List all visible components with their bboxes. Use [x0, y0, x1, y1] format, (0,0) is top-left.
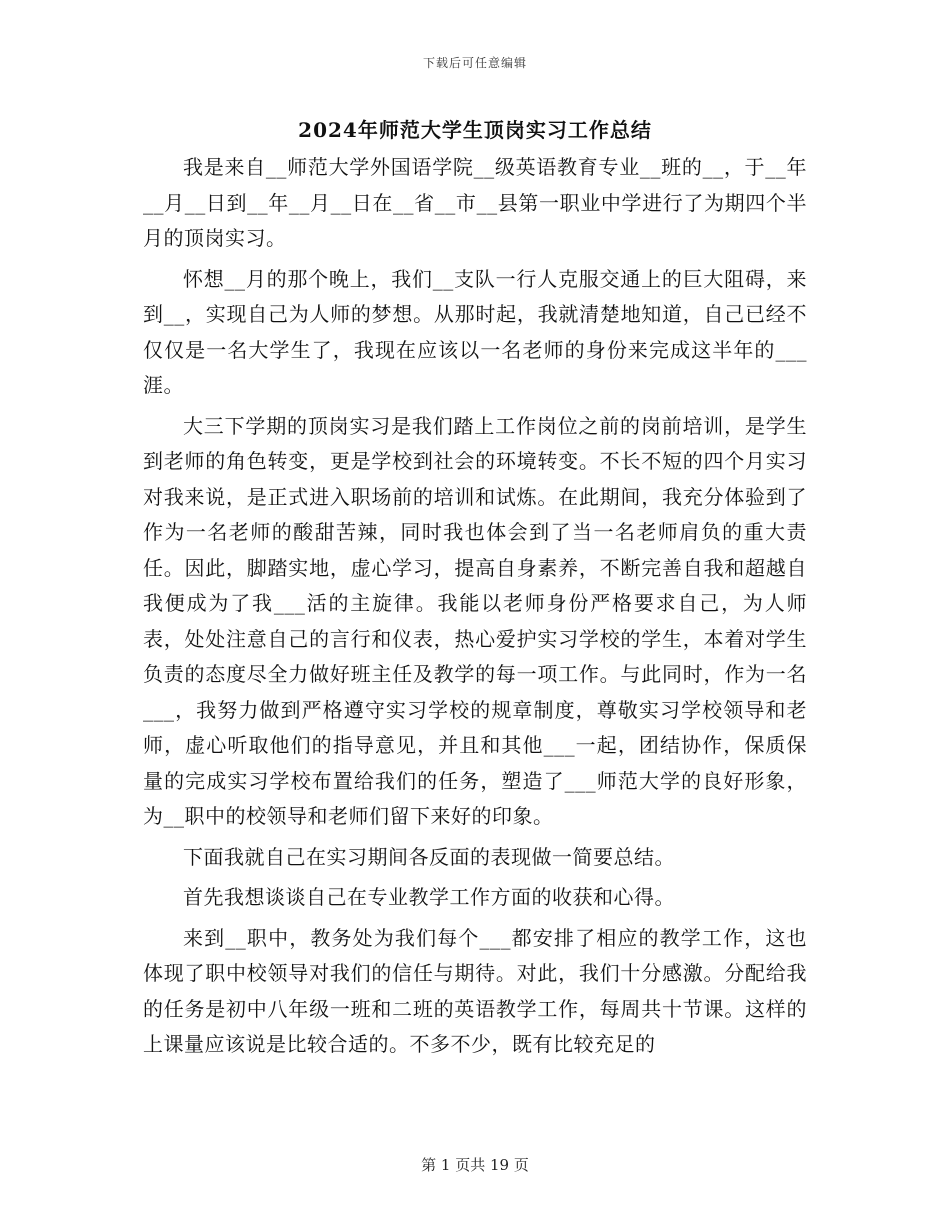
paragraph-internship: 大三下学期的顶岗实习是我们踏上工作岗位之前的岗前培训，是学生到老师的角色转变，更是学校到社会的环境转变。不长不短的四个月实习对我来说，是正式进入职场前的培训和试炼。在此期间，我充分体验到了作为一名老师的酸甜苦辣，同时我也体会到了当一名老师肩负的重大责任。因此，脚踏实地，虚心学习，提高自身素养，不断完善自我和超越自我便成为了我___活的主旋律。我能以老师身份严格要求自己，为人师表，处处注意自己的言行和仪表，热心爱护实习学校的学生，本着对学生负责的态度尽全力做好班主任及教学的每一项工作。与此同时，作为一名___，我努力做到严格遵守实习学校的规章制度，尊敬实习学校领导和老师，虚心听取他们的指导意见，并且和其他___一起，团结协作，保质保量的完成实习学校布置给我们的任务，塑造了___师范大学的良好形象，为__职中的校领导和老师们留下来好的印象。 [143, 413, 807, 828]
paragraph-teaching-intro: 首先我想谈谈自己在专业教学工作方面的收获和心得。 [183, 885, 675, 909]
page-footer: 第 1 页共 19 页 [421, 1156, 529, 1174]
document-title: 2024年师范大学生顶岗实习工作总结 [298, 118, 652, 142]
paragraph-memory: 怀想__月的那个晚上，我们__支队一行人克服交通上的巨大阻碍，来到__，实现自己为人师的梦想。从那时起，我就清楚地知道，自己已经不仅仅是一名大学生了，我现在应该以一名老师的身份来完成这半年的___涯。 [143, 266, 807, 397]
paragraph-summary-intro: 下面我就自己在实习期间各反面的表现做一简要总结。 [183, 844, 675, 869]
paragraph-teaching: 来到__职中，教务处为我们每个___都安排了相应的教学工作，这也体现了职中校领导对我们的信任与期待。对此，我们十分感激。分配给我的任务是初中八年级一班和二班的英语教学工作，每周共十节课。这样的上课量应该说是比较合适的。不多不少，既有比较充足的 [143, 925, 807, 1056]
document-body [143, 150, 807, 1068]
paragraph-intro: 我是来自__师范大学外国语学院__级英语教育专业__班的__，于__年__月__日到__年__月__日在__省__市__县第一职业中学进行了为期四个半月的顶岗实习。 [143, 155, 807, 250]
header-note: 下载后可任意编辑 [422, 56, 527, 70]
